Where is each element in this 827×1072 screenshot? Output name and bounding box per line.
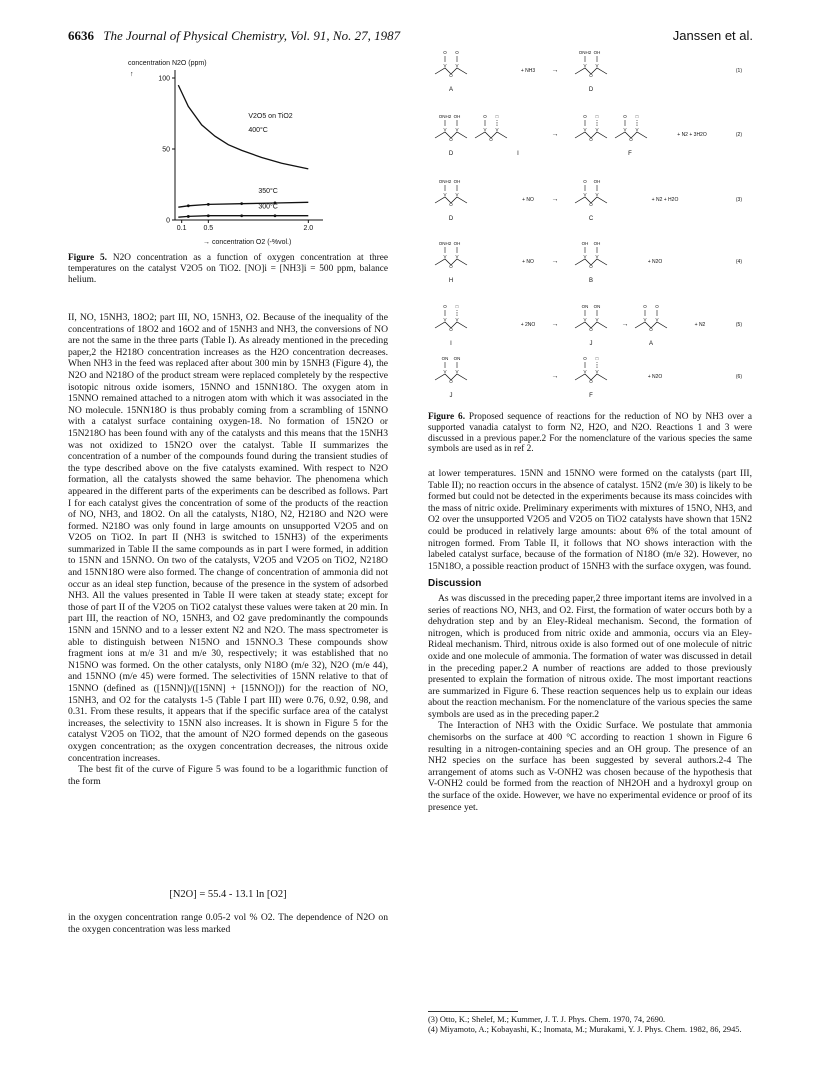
substituent: ONH2 <box>578 50 592 55</box>
vanadium-atom: V <box>455 369 459 374</box>
product-n2o: + N2O <box>647 374 663 380</box>
reaction-arrow: → <box>621 321 629 328</box>
substituent: O <box>643 304 647 309</box>
vanadium-atom: V <box>455 254 459 259</box>
left-after-equation: in the oxygen concentration range 0.05-2 vol % O2. The dependence of N2O on the oxygen concentration was less marked <box>68 912 388 935</box>
bridging-oxygen: O <box>589 73 593 78</box>
vanadium-atom: V <box>583 63 587 68</box>
vanadium-atom: V <box>495 127 499 132</box>
bridging-oxygen: O <box>449 327 453 332</box>
y-tick-label: 0 <box>166 217 170 225</box>
species-label-I: I <box>450 341 452 347</box>
reference-3: (3) Otto, K.; Shelef, M.; Kummer, J. T. J. Phys. Chem. 1970, 74, 2690. <box>428 1015 666 1024</box>
product-n2o: + N2O <box>647 259 663 265</box>
reaction-arrow: → <box>551 196 559 203</box>
substituent: □ <box>595 114 599 119</box>
species-label-D: D <box>588 87 594 93</box>
bridging-oxygen: O <box>589 379 593 384</box>
substituent: O <box>623 114 627 119</box>
vanadium-atom: V <box>595 369 599 374</box>
substituent: □ <box>495 114 499 119</box>
substituent: O <box>443 50 447 55</box>
vanadium-atom: V <box>595 127 599 132</box>
substituent: □ <box>455 304 459 309</box>
right-paragraph-1: at lower temperatures. 15NN and 15NNO were formed on the catalysts (part III, Table II); no reaction occurs in the absence of catalyst. 15N2 (m/e 30) is likely to be formed but could not be detected in the experiments because its mass coincides with the mass of nitric oxide. Preliminary experiments with mixtures of 15NO, NH3, and O2 over the unsupported V2O5 and V2O5 on TiO2 catalysts have shown that 15N2 could be produced in relatively large amounts: about 6% of the total amount of nitrogen formed. From Table II, it follows that NO shows interaction with the labeled catalyst surface, because of the formation of N18O (m/e 32). However, no 15N18O, a possible reaction product of 15NH3 with the surface oxygen, was found. <box>428 468 752 572</box>
species-label-I: I <box>517 151 519 157</box>
species-label-B: B <box>588 278 594 284</box>
annotation-catalyst: V2O5 on TiO2 <box>248 112 293 120</box>
species-label-A: A <box>648 341 654 347</box>
product-n2-h2o: + N2 + 3H2O <box>677 132 707 138</box>
substituent: OH <box>593 241 601 246</box>
series-line-3 <box>178 216 308 218</box>
journal-citation: The Journal of Physical Chemistry, Vol. 91, No. 27, 1987 <box>103 28 401 43</box>
footnote-rule <box>428 1011 518 1012</box>
reaction-arrow: → <box>551 373 559 380</box>
y-axis-arrow: ↑ <box>130 71 134 78</box>
substituent: O <box>583 356 587 361</box>
reaction-number-4: (4) <box>735 259 742 265</box>
vanadium-atom: V <box>443 317 447 322</box>
species-label-F: F <box>628 151 632 157</box>
vanadium-atom: V <box>443 127 447 132</box>
substituent: O <box>443 304 447 309</box>
reaction-arrow: → <box>551 321 559 328</box>
substituent: □ <box>635 114 639 119</box>
substituent: O <box>455 50 459 55</box>
annotation-400c: 400°C <box>248 126 268 134</box>
vanadium-atom: V <box>443 369 447 374</box>
bridging-oxygen: O <box>589 137 593 142</box>
substituent: O <box>655 304 659 309</box>
references <box>428 1011 752 1035</box>
figure5-caption <box>68 253 388 285</box>
left-column <box>68 312 388 787</box>
vanadium-atom: V <box>595 317 599 322</box>
vanadium-atom: V <box>443 63 447 68</box>
bridging-oxygen: O <box>589 327 593 332</box>
running-header <box>68 28 400 44</box>
data-point <box>187 204 190 207</box>
figure5-chart <box>120 50 350 248</box>
product-n2-h2o: + N2 + H2O <box>651 197 679 203</box>
species-label-C: C <box>588 216 594 222</box>
vanadium-atom: V <box>595 63 599 68</box>
bridging-oxygen: O <box>629 137 633 142</box>
reagent-2no: + 2NO <box>520 322 536 328</box>
x-tick-label: 0.5 <box>203 225 214 232</box>
vanadium-atom: V <box>455 63 459 68</box>
vanadium-atom: V <box>583 317 587 322</box>
bridging-oxygen: O <box>589 264 593 269</box>
vanadium-atom: V <box>623 127 627 132</box>
x-tick-label: 2.0 <box>303 225 314 232</box>
figure6-caption-text: Proposed sequence of reactions for the reduction of NO by NH3 over a supported vanadia catalyst to form N2, H2O, and N2O. Reactions 1 and 3 were discussed in a previous paper.2 For the nomenclature of the various species the same symbols are used as in ref 2. <box>428 412 752 455</box>
reaction-number-6: (6) <box>735 374 742 380</box>
bridging-oxygen: O <box>589 202 593 207</box>
figure5-label: Figure 5. <box>68 253 107 263</box>
reaction-number-3: (3) <box>735 197 742 203</box>
data-point <box>207 214 210 217</box>
figure6-label: Figure 6. <box>428 412 466 422</box>
substituent: OH <box>453 179 461 184</box>
vanadium-atom: V <box>455 317 459 322</box>
vanadium-atom: V <box>655 317 659 322</box>
substituent: ON <box>581 304 589 309</box>
vanadium-atom: V <box>443 254 447 259</box>
bridging-oxygen: O <box>449 264 453 269</box>
reagent-no: + NO <box>522 197 534 203</box>
reaction-number-1: (1) <box>735 68 742 74</box>
vanadium-atom: V <box>455 192 459 197</box>
data-point <box>187 215 190 218</box>
reaction-number-2: (2) <box>735 132 742 138</box>
data-point <box>240 214 243 217</box>
x-axis-label: → concentration O2 (-%vol.) <box>203 239 292 246</box>
vanadium-atom: V <box>595 254 599 259</box>
bridging-oxygen: O <box>449 202 453 207</box>
left-paragraph-2: The best fit of the curve of Figure 5 was found to be a logarithmic function of the form <box>68 764 388 787</box>
data-point <box>274 214 277 217</box>
substituent: OH <box>593 50 601 55</box>
vanadium-atom: V <box>643 317 647 322</box>
substituent: OH <box>593 179 601 184</box>
left-column-continued <box>68 912 388 935</box>
bridging-oxygen: O <box>449 379 453 384</box>
substituent: ONH2 <box>438 179 452 184</box>
bridging-oxygen: O <box>489 137 493 142</box>
y-tick-label: 50 <box>162 146 170 154</box>
vanadium-atom: V <box>635 127 639 132</box>
substituent: ON <box>453 356 461 361</box>
log-fit-equation: [N2O] = 55.4 - 13.1 ln [O2] <box>169 889 287 900</box>
reaction-arrow: → <box>551 67 559 74</box>
author-header: Janssen et al. <box>672 28 753 43</box>
right-column <box>428 468 752 813</box>
substituent: O <box>583 114 587 119</box>
figure6-caption <box>428 412 752 455</box>
vanadium-atom: V <box>583 127 587 132</box>
bridging-oxygen: O <box>449 73 453 78</box>
substituent: OH <box>453 241 461 246</box>
substituent: O <box>483 114 487 119</box>
discussion-paragraph-2: The Interaction of NH3 with the Oxidic Surface. We postulate that ammonia chemisorbs on the surface at 400 °C according to reaction 1 shown in Figure 6 resulting in a nitrogen-containing species and an OH group. The presence of an NH2 species on the surface has been suggested by several authors.2-4 The arrangement of atoms such as V-ONH2 was chosen because of the hypothesis that V-ONH2 could be formed from the reaction of NH2OH and a hydroxyl group on the surface of the oxide. However, we have no experimental evidence or proof of its presence yet. <box>428 720 752 813</box>
reagent-no: + NO <box>522 259 534 265</box>
annotation-350c: 350°C <box>258 188 278 196</box>
figure5-svg <box>120 50 350 248</box>
reagent-nh3: + NH3 <box>520 68 536 74</box>
species-label-J: J <box>449 393 453 399</box>
discussion-paragraph-1: As was discussed in the preceding paper,2 three important items are involved in a series of reactions NO, NH3, and O2. First, the formation of water occurs both by a dehydration step and by an Eley-Rideal mechanism. Second, the formation of nitrogen, which is produced from nitric oxide and ammonia, occurs via an Eley-Rideal mechanism. Third, nitrous oxide is also formed out of one molecule of nitric oxide and one molecule of ammonia. The formation of water was discussed in detail in the preceding paper.2 A number of reactions are added to those previously presented to explain the formation of nitrous oxide. The most important reactions are summarized in Figure 6. These reaction sequences help us to explain our ideas about the reaction mechanism. For the nomenclature of the various species the same symbols are used as in the preceding paper.2 <box>428 592 752 720</box>
data-point <box>240 202 243 205</box>
species-label-D: D <box>448 151 454 157</box>
figure6-scheme <box>430 50 754 405</box>
page-number: 6636 <box>68 28 94 43</box>
reaction-arrow: → <box>551 131 559 138</box>
substituent: ONH2 <box>438 114 452 119</box>
substituent: □ <box>595 356 599 361</box>
reference-4: (4) Miyamoto, A.; Kobayashi, K.; Inomata, M.; Murakami, Y. J. Phys. Chem. 1982, 86, 2945. <box>428 1025 742 1034</box>
reaction-arrow: → <box>551 258 559 265</box>
species-label-H: H <box>448 278 454 284</box>
substituent: ON <box>441 356 449 361</box>
discussion-heading: Discussion <box>428 578 482 590</box>
species-label-J: J <box>589 341 593 347</box>
vanadium-atom: V <box>455 127 459 132</box>
y-tick-label: 100 <box>158 75 170 83</box>
vanadium-atom: V <box>595 192 599 197</box>
figure5-caption-text: N2O concentration as a function of oxygen concentration at three temperatures on the catalyst V2O5 on TiO2. [NO]i = [NH3]i = 500 ppm, balance helium. <box>68 253 389 285</box>
figure6-svg <box>430 50 754 405</box>
series-line-1 <box>178 85 308 169</box>
species-label-F: F <box>589 393 593 399</box>
vanadium-atom: V <box>583 192 587 197</box>
y-axis-label: concentration N2O (ppm) <box>128 60 207 67</box>
substituent: O <box>583 179 587 184</box>
reaction-number-5: (5) <box>735 322 742 328</box>
vanadium-atom: V <box>483 127 487 132</box>
substituent: OH <box>453 114 461 119</box>
product-n2: + N2 <box>694 322 706 328</box>
vanadium-atom: V <box>583 369 587 374</box>
bridging-oxygen: O <box>449 137 453 142</box>
x-tick-label: 0.1 <box>176 225 187 232</box>
substituent: ON <box>593 304 601 309</box>
bridging-oxygen: O <box>649 327 653 332</box>
substituent: OH <box>581 241 589 246</box>
vanadium-atom: V <box>583 254 587 259</box>
species-label-A: A <box>448 87 454 93</box>
data-point <box>207 203 210 206</box>
species-label-D: D <box>448 216 454 222</box>
annotation-300c: 300°C <box>258 203 278 211</box>
vanadium-atom: V <box>443 192 447 197</box>
substituent: ONH2 <box>438 241 452 246</box>
series-line-2 <box>178 202 308 207</box>
left-paragraph-1: II, NO, 15NH3, 18O2; part III, NO, 15NH3, O2. Because of the inequality of the concentrations of 18O2 and 16O2 and of 15NH3 and NH3, the conversions of NO are not the same in the three parts (Table I). As already mentioned in the preceding paper,2 the H218O concentration increases as the H2O concentration decreases. When NH3 in the feed was replaced after about 300 min by 15NH3 (Figure 4), the N2O and N218O of the product stream were replaced completely by the respective isotopic nitrous oxide isomers, 15NNO and 15NN18O. The oxygen atom in 15NNO remained attached to a nitrogen atom with which it was associated in the NO molecule. 15NN18O is thus probably coming from a scrambling of 15NNO with a catalyst surface containing oxygen-18. No formation of 15N2O or 15N218O has been found with any of the catalysts and this means that the 15NH3 was not oxidized to 15N2O over the catalyst. Table II summarizes the concentration of a number of the compounds found during the transient studies of the type described above on the five catalysts examined. With respect to N2O formation, all the catalysts showed the same behavior. The phenomena which appeared in the different parts of the experiments can be described as follows. Part I for each catalyst gives the concentration of some of the products of the reaction of NO, NH3, and 18O2. On all the catalysts, N18O, N2, H218O and N2O were formed. N218O was only found in large amounts on unsupported V2O5 and on V2O5 on TiO2. In part II (NH3 is switched to 15NH3) of the experiments summarized in Table II the same compounds as in part I were formed, in addition to 15NN and 15NNO. On two of the catalysts, V2O5 and V2O5 on TiO2, N218O and 15NN18O were also formed. The change of concentration of ammonia did not occur as an ideal step function, because of the presence in the system of adsorbed NH3. All the values presented in Table II were taken at steady state; except for those of part II of the V2O5 on TiO2 catalyst these values were taken at 20 min. In part III, the reaction of NO, 15NH3, and O2 gave predominantly the compounds 15NN and 15NNO and to a lesser extent N2 and N2O. The mass spectrometer is able to distinguish between N15NO and 15NNO.3 These compounds show fragment ions at m/e 31 and m/e 30, respectively; it was established that no N15NO was formed. On the other catalysts, only N18O (m/e 32), N2O (m/e 44), and 15NNO (m/e 45) were formed. The selectivities of 15NN relative to that of 15NNO (defined as ([15NN])/([15NN] + [15NNO])) for the reaction of NO, 15NH3, and O2 for the catalysts 1-5 (Table I part III) were 0.76, 0.92, 0.98, and 0.31. From these results, it appears that if the specific surface area of the catalyst increases, the selectivity to 15NN also increases. It is shown in Figure 5 for the catalyst V2O5 on TiO2, that the amount of N2O formed depends on the gaseous oxygen concentration; as the oxygen concentration decreases, the nitrous oxide concentration increases. <box>68 312 388 764</box>
